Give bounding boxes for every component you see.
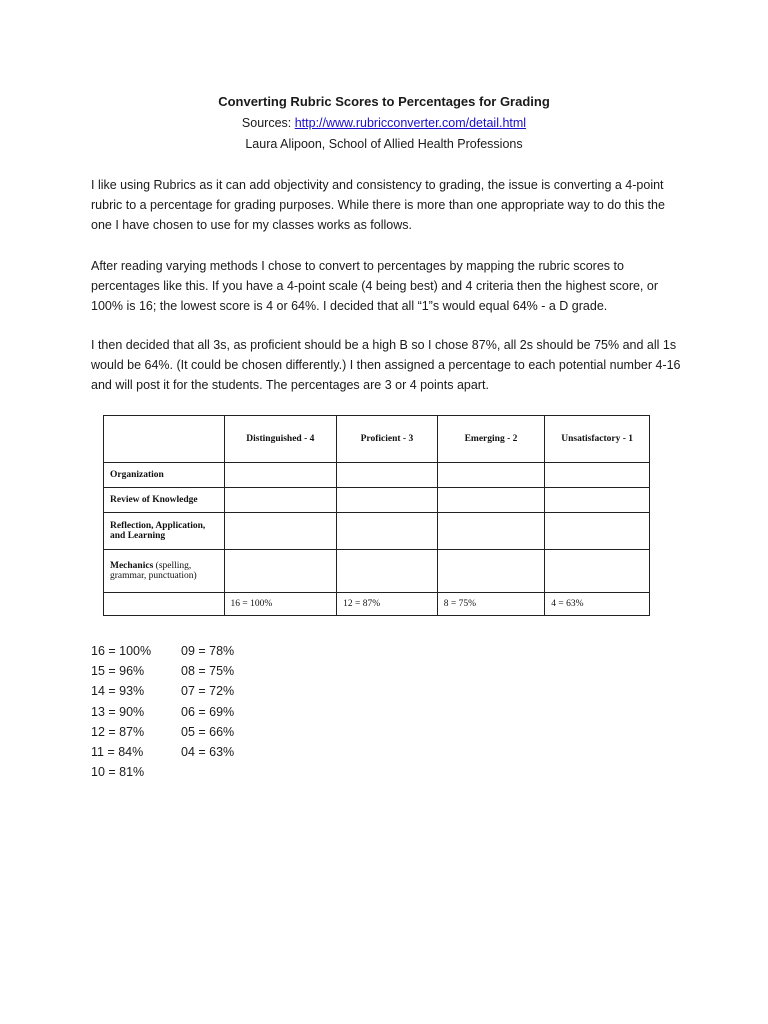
rubric-row [104,513,650,550]
author-line: Laura Alipoon, School of Allied Health Professions [245,137,523,151]
conversion-list-right [181,641,234,762]
rubric-cell [224,488,337,513]
rubric-cell [337,488,438,513]
conversion-item: 12 = 87% [91,724,145,739]
rubric-column-header: Emerging - 2 [437,416,545,463]
conversion-item: 06 = 69% [181,704,235,719]
conversion-item: 16 = 100% [91,644,152,658]
rubric-header-row [104,416,650,463]
paragraph-intro: I like using Rubrics as it can add objectivity and consistency to grading, the issue is converting a 4-point rubric to a percentage for grading purposes. While there is more than one appropriate way to do this the one I have chosen to use for my classes works as follows. [91,178,665,232]
conversion-item: 05 = 66% [181,724,235,739]
rubric-corner-cell [104,416,225,463]
rubric-row [104,550,650,593]
conversion-item: 10 = 81% [91,765,145,780]
rubric-table [103,415,650,616]
conversion-item: 08 = 75% [181,664,235,679]
sources-label: Sources: [241,116,295,130]
conversion-item: 13 = 90% [91,704,145,719]
rubric-total: 8 = 75% [437,593,545,616]
conversion-item: 14 = 93% [91,684,145,699]
rubric-total: 16 = 100% [224,593,337,616]
rubric-cell [224,463,337,488]
conversion-list-left [91,641,151,782]
rubric-cell [437,550,545,593]
rubric-row [104,488,650,513]
rubric-cell [437,488,545,513]
rubric-totals-row [104,593,650,616]
rubric-cell [337,513,438,550]
document-title: Converting Rubric Scores to Percentages for Grading [218,94,550,109]
rubric-criterion: Mechanics (spelling, grammar, punctuation) [104,550,225,593]
rubric-criterion: Reflection, Application, and Learning [104,513,225,550]
rubric-cell [104,593,225,616]
rubric-cell [545,488,650,513]
rubric-column-header: Proficient - 3 [337,416,438,463]
rubric-cell [545,463,650,488]
rubric-criterion: Review of Knowledge [104,488,225,513]
rubric-cell [224,550,337,593]
conversion-item: 15 = 96% [91,664,145,679]
paragraph-mapping: I then decided that all 3s, as proficient should be a high B so I chose 87%, all 2s should be 75% and all 1s would be 64%. (It could be chosen differently.) I then assigned a percentage to each potential number 4-16 and will post it for the students. The percentages are 3 or 4 points apart. [91,338,681,392]
sources-line [0,115,768,131]
rubric-cell [337,463,438,488]
rubric-cell [437,513,545,550]
rubric-row [104,463,650,488]
sources-link[interactable]: http://www.rubricconverter.com/detail.html [294,116,527,130]
rubric-total: 12 = 87% [337,593,438,616]
conversion-item: 09 = 78% [181,644,235,658]
rubric-cell [545,550,650,593]
rubric-criterion: Organization [104,463,225,488]
conversion-item: 11 = 84% [91,745,144,760]
rubric-cell [224,513,337,550]
conversion-item: 07 = 72% [181,684,235,699]
rubric-cell [337,550,438,593]
rubric-cell [545,513,650,550]
conversion-item: 04 = 63% [181,745,235,760]
rubric-column-header: Unsatisfactory - 1 [545,416,650,463]
paragraph-method: After reading varying methods I chose to convert to percentages by mapping the rubric scores to percentages like this. If you have a 4-point scale (4 being best) and 4 criteria then the highest score, or 100% is 16; the lowest score is 4 or 64%. I decided that all “1”s would equal 64% - a D grade. [91,259,658,313]
rubric-cell [437,463,545,488]
rubric-total: 4 = 63% [545,593,650,616]
rubric-column-header: Distinguished - 4 [224,416,337,463]
